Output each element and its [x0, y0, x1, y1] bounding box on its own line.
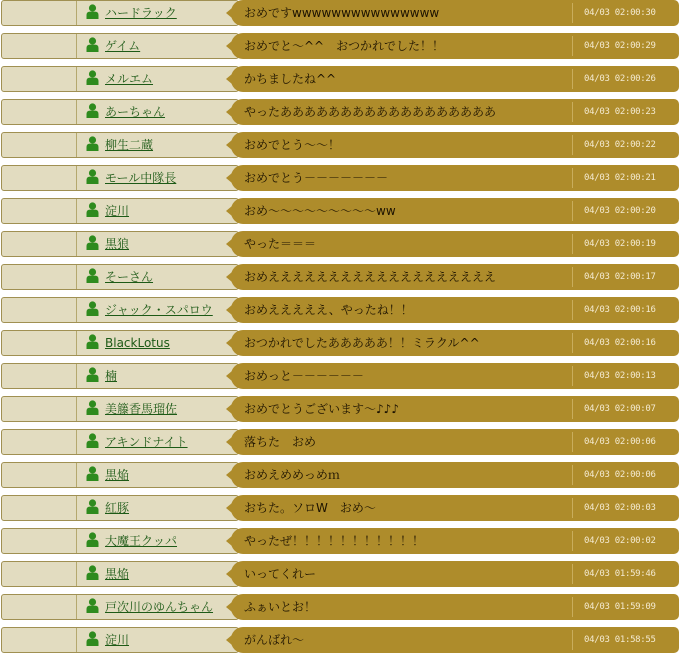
user-name-link[interactable]: 大魔王クッパ — [105, 534, 178, 548]
message-text: 落ちた おめ — [244, 435, 317, 449]
name-divider — [76, 133, 77, 157]
message-timestamp: 04/03 02:00:16 — [584, 305, 656, 315]
user-name-link[interactable]: ジャック・スパロウ — [105, 303, 213, 317]
message-divider — [572, 201, 573, 221]
user-name-link[interactable]: あーちゃん — [105, 105, 166, 119]
message-divider — [572, 366, 573, 386]
message-timestamp: 04/03 01:59:09 — [584, 602, 656, 612]
message-timestamp: 04/03 02:00:26 — [584, 74, 656, 84]
message-text: おつかれでしたあああああ！！ミラクル^^ — [244, 336, 480, 350]
message-divider — [572, 102, 573, 122]
message-cell — [231, 594, 679, 620]
message-timestamp: 04/03 02:00:07 — [584, 404, 656, 414]
user-icon — [86, 268, 99, 283]
user-name-link[interactable]: 柳生二蔵 — [105, 138, 154, 152]
chat-row — [0, 165, 684, 191]
user-name-link[interactable]: アキンドナイト — [105, 435, 188, 449]
message-text: やった＝＝＝ — [244, 237, 317, 251]
user-icon — [86, 565, 99, 580]
message-divider — [572, 531, 573, 551]
chat-row — [0, 231, 684, 257]
name-divider — [76, 496, 77, 520]
user-name-link[interactable]: 紅豚 — [105, 501, 130, 515]
message-timestamp: 04/03 02:00:19 — [584, 239, 656, 249]
chat-row — [0, 627, 684, 653]
message-timestamp: 04/03 02:00:16 — [584, 338, 656, 348]
message-text: やったぜ！！！！！！！！！！！ — [244, 534, 425, 548]
message-cell — [231, 198, 679, 224]
name-cell — [1, 528, 239, 554]
message-pointer — [226, 140, 232, 150]
message-text: おめえええええええええええええええええええ — [244, 270, 497, 284]
message-divider — [572, 399, 573, 419]
message-text: がんばれ～ — [244, 633, 305, 647]
message-divider — [572, 36, 573, 56]
user-name-link[interactable]: 美籐香馬瑠佐 — [105, 402, 178, 416]
user-icon — [86, 532, 99, 547]
user-name-link[interactable]: ゲイム — [105, 39, 141, 53]
message-cell — [231, 66, 679, 92]
message-text: おめ～～～～～～～～～ww — [244, 204, 396, 218]
user-icon — [86, 169, 99, 184]
message-pointer — [226, 107, 232, 117]
name-cell — [1, 429, 239, 455]
chat-row — [0, 264, 684, 290]
message-pointer — [226, 404, 232, 414]
message-divider — [572, 267, 573, 287]
message-text: おめっと－－－－－－ — [244, 369, 364, 383]
chat-row — [0, 66, 684, 92]
message-text: かちましたね^^ — [244, 72, 337, 86]
user-icon — [86, 466, 99, 481]
message-text: おめですwwwwwwwwwwwwwww — [244, 6, 440, 20]
name-divider — [76, 397, 77, 421]
message-cell — [231, 132, 679, 158]
user-icon — [86, 202, 99, 217]
message-pointer — [226, 41, 232, 51]
user-icon — [86, 598, 99, 613]
name-divider — [76, 463, 77, 487]
name-cell — [1, 396, 239, 422]
message-cell — [231, 33, 679, 59]
chat-row — [0, 528, 684, 554]
message-pointer — [226, 569, 232, 579]
message-timestamp: 04/03 01:58:55 — [584, 635, 656, 645]
name-divider — [76, 34, 77, 58]
message-cell — [231, 330, 679, 356]
name-divider — [76, 595, 77, 619]
name-cell — [1, 297, 239, 323]
message-cell — [231, 363, 679, 389]
user-icon — [86, 103, 99, 118]
chat-row — [0, 198, 684, 224]
message-timestamp: 04/03 02:00:02 — [584, 536, 656, 546]
message-pointer — [226, 305, 232, 315]
message-text: いってくれー — [244, 567, 317, 581]
message-pointer — [226, 437, 232, 447]
name-divider — [76, 67, 77, 91]
name-cell — [1, 132, 239, 158]
name-divider — [76, 529, 77, 553]
message-divider — [572, 597, 573, 617]
message-pointer — [226, 272, 232, 282]
message-pointer — [226, 173, 232, 183]
chat-row — [0, 132, 684, 158]
name-cell — [1, 66, 239, 92]
message-cell — [231, 297, 679, 323]
chat-row — [0, 330, 684, 356]
message-text: おめでとうございます～♪♪♪ — [244, 402, 399, 416]
message-divider — [572, 168, 573, 188]
name-cell — [1, 33, 239, 59]
name-divider — [76, 265, 77, 289]
chat-row — [0, 462, 684, 488]
message-cell — [231, 264, 679, 290]
chat-row — [0, 429, 684, 455]
user-icon — [86, 499, 99, 514]
name-divider — [76, 331, 77, 355]
message-text: おめでと～^^ おつかれでした！！ — [244, 39, 444, 53]
message-timestamp: 04/03 02:00:13 — [584, 371, 656, 381]
message-timestamp: 04/03 02:00:22 — [584, 140, 656, 150]
name-cell — [1, 462, 239, 488]
name-divider — [76, 628, 77, 652]
message-cell — [231, 165, 679, 191]
message-timestamp: 04/03 02:00:30 — [584, 8, 656, 18]
chat-row — [0, 594, 684, 620]
name-divider — [76, 199, 77, 223]
user-name-link[interactable]: 黒狼 — [105, 237, 130, 251]
message-cell — [231, 528, 679, 554]
message-text: おめでとう～～！ — [244, 138, 341, 152]
user-icon — [86, 367, 99, 382]
message-cell — [231, 99, 679, 125]
message-divider — [572, 630, 573, 650]
message-timestamp: 04/03 02:00:06 — [584, 470, 656, 480]
user-name-link[interactable]: 楠 — [105, 369, 118, 383]
user-name-link[interactable]: 淀川 — [105, 204, 130, 218]
message-divider — [572, 498, 573, 518]
user-name-link[interactable]: 淀川 — [105, 633, 130, 647]
user-icon — [86, 136, 99, 151]
message-divider — [572, 564, 573, 584]
message-divider — [572, 234, 573, 254]
name-cell — [1, 198, 239, 224]
user-icon — [86, 334, 99, 349]
user-name-link[interactable]: BlackLotus — [105, 336, 170, 350]
message-pointer — [226, 8, 232, 18]
message-timestamp: 04/03 02:00:29 — [584, 41, 656, 51]
message-cell — [231, 396, 679, 422]
chat-row — [0, 297, 684, 323]
user-icon — [86, 37, 99, 52]
message-divider — [572, 135, 573, 155]
message-cell — [231, 561, 679, 587]
user-icon — [86, 70, 99, 85]
user-name-link[interactable]: モール中隊長 — [105, 171, 177, 185]
message-timestamp: 04/03 02:00:23 — [584, 107, 656, 117]
name-divider — [76, 364, 77, 388]
message-cell — [231, 429, 679, 455]
chat-row — [0, 561, 684, 587]
message-pointer — [226, 206, 232, 216]
message-text: やったああああああああああああああああああ — [244, 105, 497, 119]
chat-row — [0, 99, 684, 125]
chat-row — [0, 0, 684, 26]
name-divider — [76, 100, 77, 124]
message-pointer — [226, 371, 232, 381]
name-cell — [1, 495, 239, 521]
user-icon — [86, 301, 99, 316]
user-icon — [86, 631, 99, 646]
name-divider — [76, 562, 77, 586]
user-icon — [86, 433, 99, 448]
message-text: おちた。ソロW おめ～ — [244, 501, 376, 515]
name-cell — [1, 165, 239, 191]
chat-row — [0, 396, 684, 422]
message-timestamp: 04/03 02:00:20 — [584, 206, 656, 216]
user-icon — [86, 400, 99, 415]
name-divider — [76, 166, 77, 190]
message-timestamp: 04/03 01:59:46 — [584, 569, 656, 579]
message-timestamp: 04/03 02:00:21 — [584, 173, 656, 183]
name-divider — [76, 232, 77, 256]
chat-row — [0, 495, 684, 521]
message-cell — [231, 231, 679, 257]
message-divider — [572, 432, 573, 452]
message-text: おめえええええ、やったね！！ — [244, 303, 413, 317]
message-cell — [231, 462, 679, 488]
message-cell — [231, 627, 679, 653]
name-cell — [1, 0, 239, 26]
user-name-link[interactable]: 黒焔 — [105, 567, 130, 581]
message-divider — [572, 465, 573, 485]
name-cell — [1, 330, 239, 356]
name-cell — [1, 99, 239, 125]
message-timestamp: 04/03 02:00:17 — [584, 272, 656, 282]
user-name-link[interactable]: 戸次川のゆんちゃん — [105, 600, 214, 614]
message-timestamp: 04/03 02:00:03 — [584, 503, 656, 513]
user-name-link[interactable]: メルエム — [105, 72, 154, 86]
chat-row — [0, 33, 684, 59]
name-cell — [1, 231, 239, 257]
message-pointer — [226, 536, 232, 546]
message-divider — [572, 69, 573, 89]
message-timestamp: 04/03 02:00:06 — [584, 437, 656, 447]
message-divider — [572, 3, 573, 23]
user-name-link[interactable]: 黒焔 — [105, 468, 130, 482]
message-text: おめでとう－－－－－－－ — [244, 171, 389, 185]
message-pointer — [226, 602, 232, 612]
message-pointer — [226, 635, 232, 645]
name-divider — [76, 298, 77, 322]
user-icon — [86, 235, 99, 250]
message-text: ふぁいとお！ — [244, 600, 317, 614]
message-divider — [572, 300, 573, 320]
message-pointer — [226, 239, 232, 249]
name-divider — [76, 1, 77, 25]
name-cell — [1, 594, 239, 620]
user-icon — [86, 4, 99, 19]
name-cell — [1, 627, 239, 653]
name-divider — [76, 430, 77, 454]
message-divider — [572, 333, 573, 353]
message-text: おめえめめっめｍ — [244, 468, 340, 482]
message-pointer — [226, 74, 232, 84]
chat-row — [0, 363, 684, 389]
user-name-link[interactable]: ハードラック — [105, 6, 177, 20]
message-pointer — [226, 470, 232, 480]
message-cell — [231, 0, 679, 26]
user-name-link[interactable]: そーさん — [105, 270, 154, 284]
message-pointer — [226, 338, 232, 348]
message-pointer — [226, 503, 232, 513]
name-cell — [1, 264, 239, 290]
name-cell — [1, 363, 239, 389]
message-cell — [231, 495, 679, 521]
name-cell — [1, 561, 239, 587]
